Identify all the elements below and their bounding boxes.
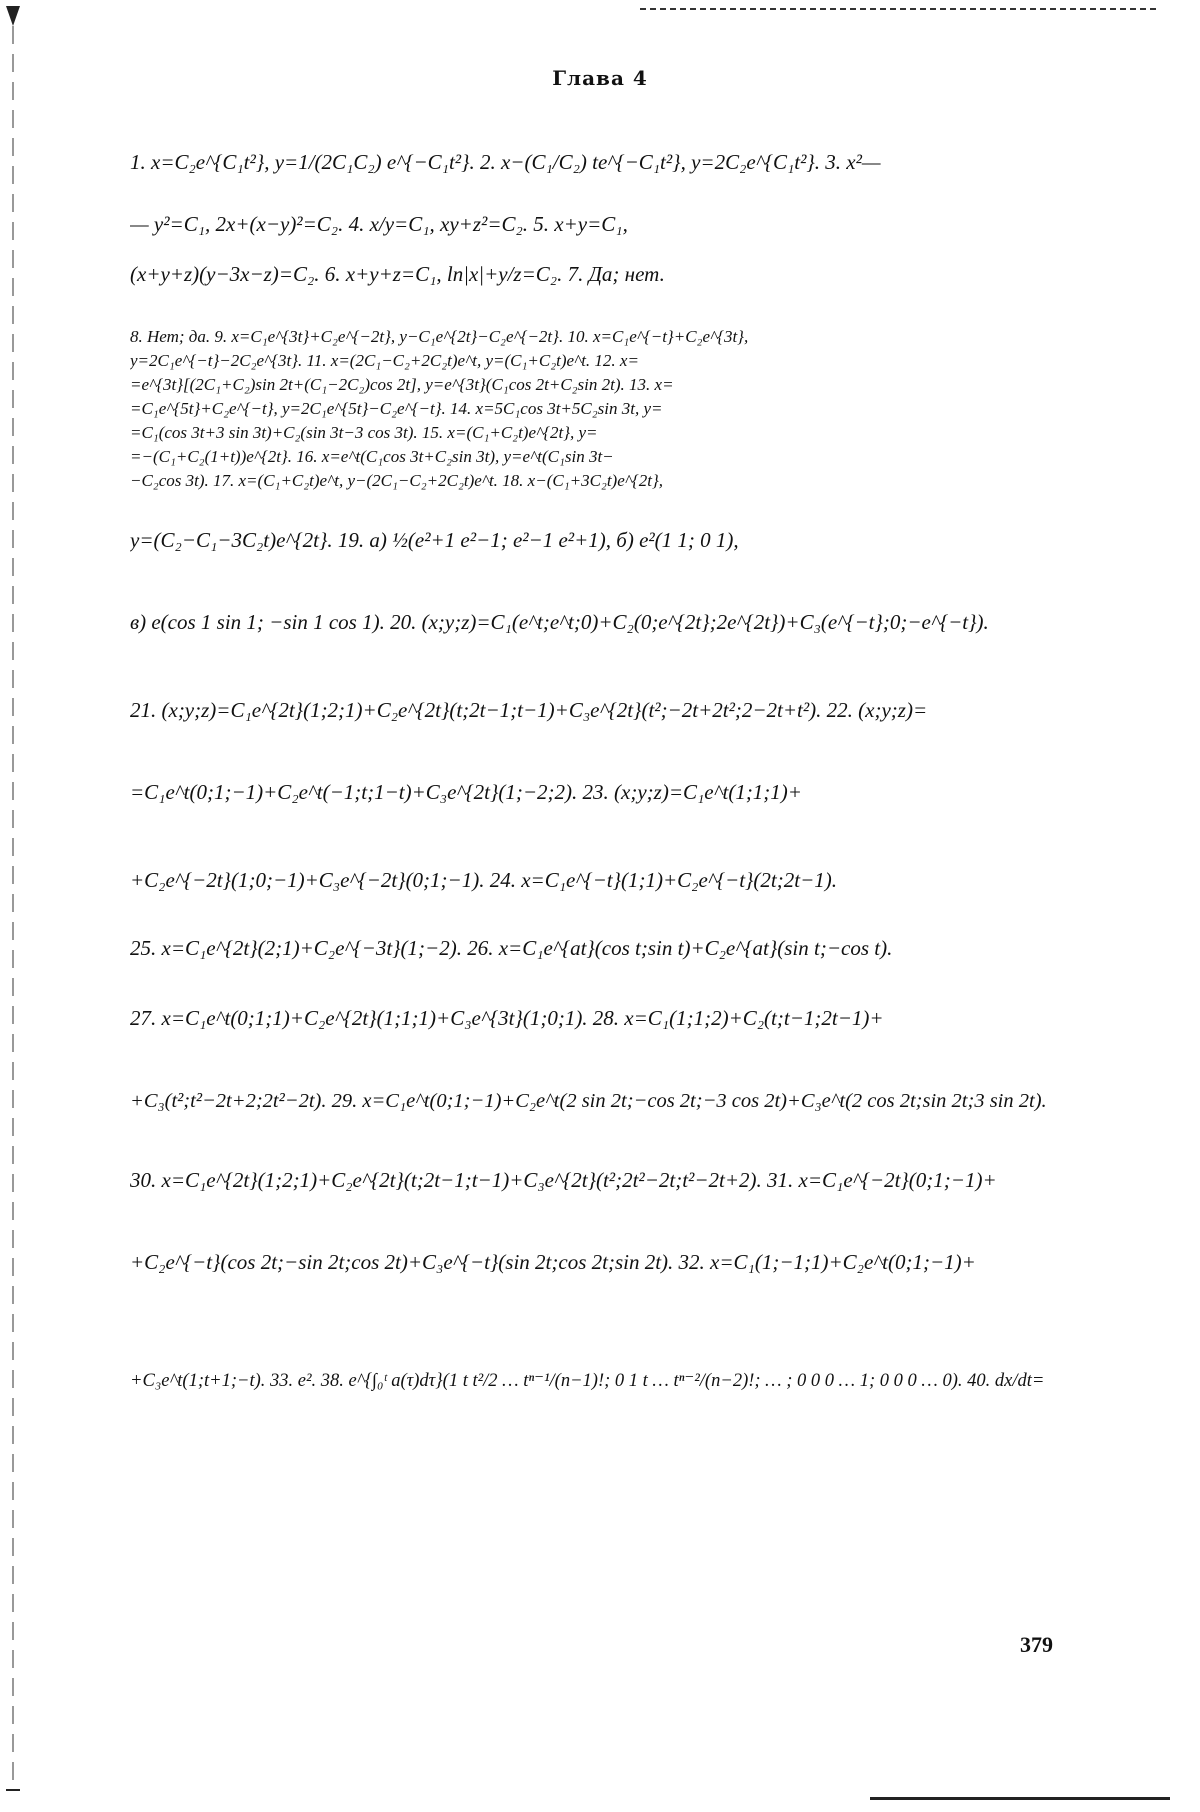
page-number: 379 <box>1020 1632 1053 1657</box>
answer-line: (x+y+z)(y−3x−z)=C₂. 6. x+y+z=C₁, ln|x|+y/z=C₂. 7. Да; нет. <box>130 262 665 286</box>
answer-line: =C₁(cos 3t+3 sin 3t)+C₂(sin 3t−3 cos 3t). 15. x=(C₁+C₂t)e^{2t}, y= <box>130 424 598 442</box>
answer-line: +C₂e^{−t}(cos 2t;−sin 2t;cos 2t)+C₃e^{−t}(sin 2t;cos 2t;sin 2t). 32. x=C₁(1;−1;1)+C₂e^t(0;1;−1)+ <box>130 1250 976 1274</box>
answer-line: y=2C₁e^{−t}−2C₂e^{3t}. 11. x=(2C₁−C₂+2C₂t)e^t, y=(C₁+C₂t)e^t. 12. x= <box>130 352 639 370</box>
answer-line: 30. x=C₁e^{2t}(1;2;1)+C₂e^{2t}(t;2t−1;t−1)+C₃e^{2t}(t²;2t²−2t;t²−2t+2). 31. x=C₁e^{−2t}(0;1;−1)+ <box>130 1168 997 1192</box>
answer-line: =C₁e^t(0;1;−1)+C₂e^t(−1;t;1−t)+C₃e^{2t}(1;−2;2). 23. (x;y;z)=C₁e^t(1;1;1)+ <box>130 780 802 804</box>
answer-line: −C₂cos 3t). 17. x=(C₁+C₂t)e^t, y−(2C₁−C₂+2C₂t)e^t. 18. x−(C₁+3C₂t)e^{2t}, <box>130 472 664 490</box>
top-edge-mark <box>640 8 1160 10</box>
answer-line: y=(C₂−C₁−3C₂t)e^{2t}. 19. а) ½(e²+1 e²−1; e²−1 e²+1), б) e²(1 1; 0 1), <box>130 528 739 552</box>
answer-line: =−(C₁+C₂(1+t))e^{2t}. 16. x=e^t(C₁cos 3t+C₂sin 3t), y=e^t(C₁sin 3t− <box>130 448 614 466</box>
binding-margin-mark <box>6 0 20 1812</box>
answer-line: 25. x=C₁e^{2t}(2;1)+C₂e^{−3t}(1;−2). 26. x=C₁e^{at}(cos t;sin t)+C₂e^{at}(sin t;−cos t). <box>130 936 893 960</box>
answer-line: =C₁e^{5t}+C₂e^{−t}, y=2C₁e^{5t}−C₂e^{−t}. 14. x=5C₁cos 3t+5C₂sin 3t, y= <box>130 400 663 418</box>
answer-line: +C₂e^{−2t}(1;0;−1)+C₃e^{−2t}(0;1;−1). 24. x=C₁e^{−t}(1;1)+C₂e^{−t}(2t;2t−1). <box>130 868 837 892</box>
answer-line: +C₃e^t(1;t+1;−t). 33. e². 38. e^{∫₀ᵗ a(τ)dτ}(1 t t²/2 … tⁿ⁻¹/(n−1)!; 0 1 t … tⁿ⁻²/(n−2)!; … ; 0 0 0 … 1; 0 0 0 … 0). 40. dx/dt= <box>130 1371 1045 1391</box>
bottom-edge-mark <box>870 1797 1170 1800</box>
chapter-title: Глава 4 <box>552 66 648 90</box>
answer-line: 1. x=C₂e^{C₁t²}, y=1/(2C₁C₂) e^{−C₁t²}. 2. x−(C₁/C₂) te^{−C₁t²}, y=2C₂e^{C₁t²}. 3. x²— <box>130 150 881 174</box>
answer-line: 21. (x;y;z)=C₁e^{2t}(1;2;1)+C₂e^{2t}(t;2t−1;t−1)+C₃e^{2t}(t²;−2t+2t²;2−2t+t²). 22. (x;y;z)= <box>130 698 928 722</box>
answer-line: — y²=C₁, 2x+(x−y)²=C₂. 4. x/y=C₁, xy+z²=C₂. 5. x+y=C₁, <box>130 212 628 236</box>
answer-line: 8. Нет; да. 9. x=C₁e^{3t}+C₂e^{−2t}, y−C₁e^{2t}−C₂e^{−2t}. 10. x=C₁e^{−t}+C₂e^{3t}, <box>130 328 749 346</box>
answer-line: 27. x=C₁e^t(0;1;1)+C₂e^{2t}(1;1;1)+C₃e^{3t}(1;0;1). 28. x=C₁(1;1;2)+C₂(t;t−1;2t−1)+ <box>130 1006 884 1030</box>
answer-line: =e^{3t}[(2C₁+C₂)sin 2t+(C₁−2C₂)cos 2t], y=e^{3t}(C₁cos 2t+C₂sin 2t). 13. x= <box>130 376 674 394</box>
answer-line: в) e(cos 1 sin 1; −sin 1 cos 1). 20. (x;y;z)=C₁(e^t;e^t;0)+C₂(0;e^{2t};2e^{2t})+C₃(e^{−t};0;−e^{−t}). <box>130 610 989 634</box>
answer-line: +C₃(t²;t²−2t+2;2t²−2t). 29. x=C₁e^t(0;1;−1)+C₂e^t(2 sin 2t;−cos 2t;−3 cos 2t)+C₃e^t(2 cos 2t;sin 2t;3 sin 2t). <box>130 1090 1047 1112</box>
